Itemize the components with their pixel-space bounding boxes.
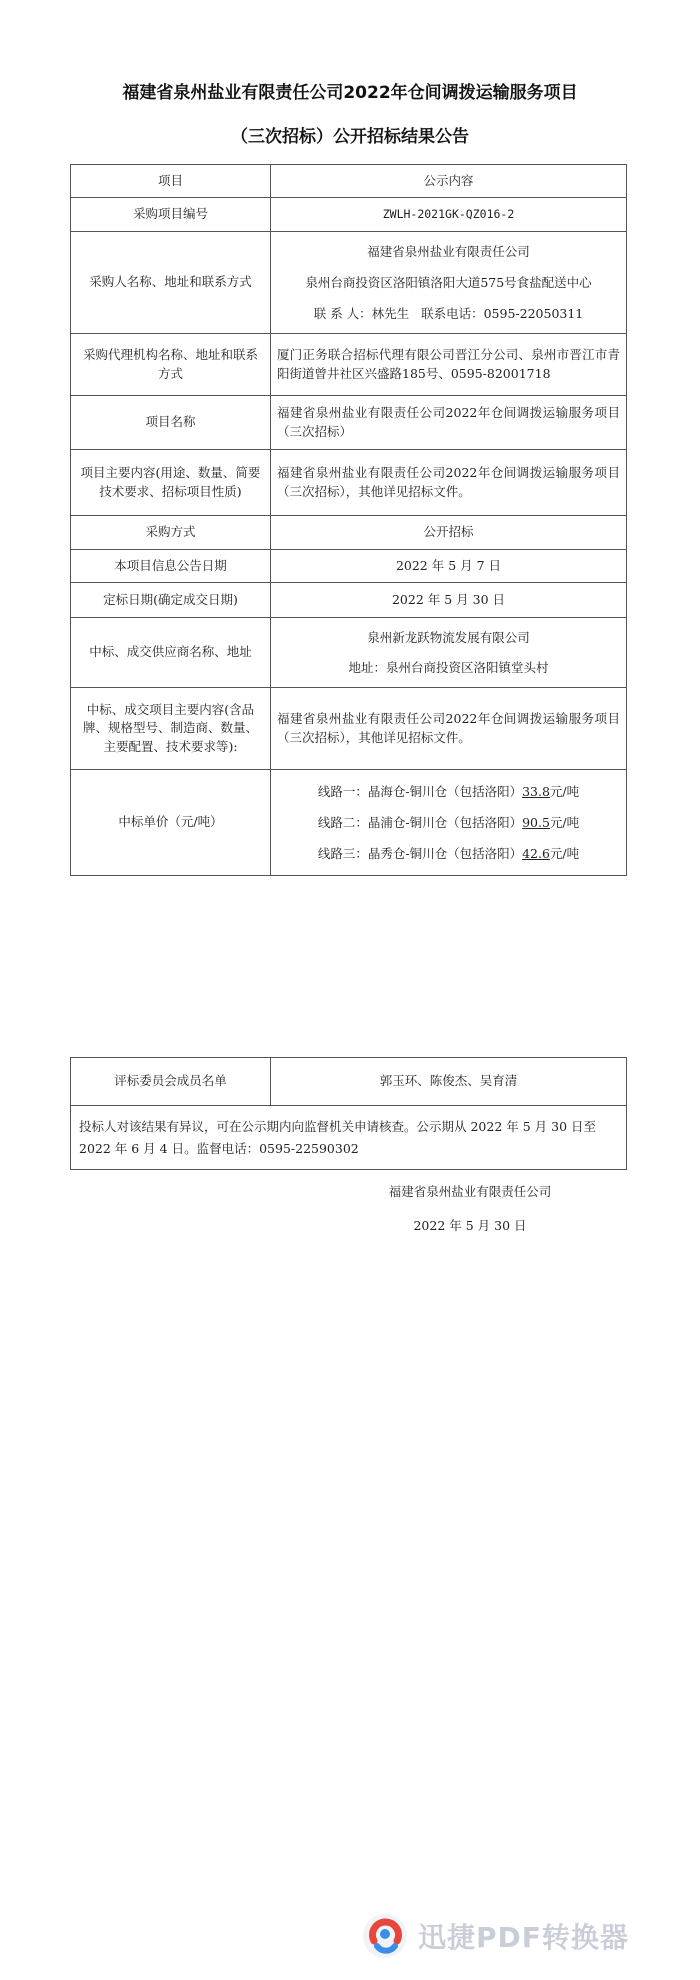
table-row-project-code bbox=[71, 198, 627, 232]
table-row-supplier bbox=[71, 618, 627, 688]
price-value: 90.5 bbox=[522, 814, 550, 830]
purchaser-contact: 联 系 人：林先生 联系电话：0595-22050311 bbox=[313, 306, 584, 322]
project-code-value: ZWLH-2021GK-QZ016-2 bbox=[271, 198, 627, 232]
table-row-award-content bbox=[71, 688, 627, 770]
row-label: 项目名称 bbox=[71, 396, 271, 450]
main-content-value: 福建省泉州盐业有限责任公司2022年仓间调拨运输服务项目（三次招标），其他详见招标文件。 bbox=[271, 450, 627, 516]
signature-date: 2022 年 5 月 30 日 bbox=[413, 1218, 527, 1233]
table-header-row bbox=[71, 165, 627, 198]
price-line-2: 线路二：晶浦仓-铜川仓（包括洛阳）90.5元/吨 bbox=[317, 814, 580, 830]
table-row-main-content bbox=[71, 450, 627, 516]
row-label: 采购人名称、地址和联系方式 bbox=[71, 232, 271, 334]
agency-value: 厦门正务联合招标代理有限公司晋江分公司、泉州市晋江市青阳街道曾井社区兴盛路185号、0595-82001718 bbox=[271, 334, 627, 396]
document-title-line-1: 福建省泉州盐业有限责任公司2022年仓间调拨运输服务项目 bbox=[122, 83, 578, 103]
project-name-value: 福建省泉州盐业有限责任公司2022年仓间调拨运输服务项目（三次招标） bbox=[271, 396, 627, 450]
price-value: 33.8 bbox=[522, 783, 550, 799]
table-row-method bbox=[71, 516, 627, 550]
award-content-value: 福建省泉州盐业有限责任公司2022年仓间调拨运输服务项目（三次招标），其他详见招标文件。 bbox=[271, 688, 627, 770]
notice-date-value: 2022 年 5 月 7 日 bbox=[271, 550, 627, 583]
supplier-cell bbox=[271, 618, 627, 688]
row-label: 中标、成交项目主要内容(含品牌、规格型号、制造商、数量、主要配置、技术要求等): bbox=[71, 688, 271, 770]
header-content: 公示内容 bbox=[271, 165, 627, 198]
row-label: 中标单价（元/吨） bbox=[71, 770, 271, 876]
row-label: 采购项目编号 bbox=[71, 198, 271, 232]
table-row-purchaser bbox=[71, 232, 627, 334]
row-label: 评标委员会成员名单 bbox=[71, 1058, 271, 1106]
table-row-agency bbox=[71, 334, 627, 396]
price-value: 42.6 bbox=[522, 846, 550, 862]
award-date-value: 2022 年 5 月 30 日 bbox=[271, 583, 627, 618]
table-row-objection bbox=[71, 1106, 627, 1170]
purchaser-cell bbox=[271, 232, 627, 334]
pdf-converter-logo-icon bbox=[360, 1911, 410, 1961]
watermark-text: 迅捷PDF转换器 bbox=[418, 1921, 629, 1954]
purchaser-name: 福建省泉州盐业有限责任公司 bbox=[367, 243, 530, 259]
row-label: 项目主要内容(用途、数量、简要技术要求、招标项目性质) bbox=[71, 450, 271, 516]
row-label: 本项目信息公告日期 bbox=[71, 550, 271, 583]
supplier-name: 泉州新龙跃物流发展有限公司 bbox=[367, 629, 530, 645]
committee-value: 郭玉环、陈俊杰、吴育清 bbox=[271, 1058, 627, 1106]
document-title-line-2: （三次招标）公开招标结果公告 bbox=[231, 127, 469, 147]
watermark bbox=[360, 1906, 690, 1966]
table-row-project-name bbox=[71, 396, 627, 450]
row-label: 中标、成交供应商名称、地址 bbox=[71, 618, 271, 688]
table-row-unit-price bbox=[71, 770, 627, 876]
header-item: 项目 bbox=[71, 165, 271, 198]
table-row-committee bbox=[71, 1058, 627, 1106]
supplier-address: 地址：泉州台商投资区洛阳镇堂头村 bbox=[348, 659, 549, 675]
price-line-3: 线路三：晶秀仓-铜川仓（包括洛阳）42.6元/吨 bbox=[317, 846, 580, 862]
result-table bbox=[70, 164, 627, 876]
method-value: 公开招标 bbox=[271, 516, 627, 550]
committee-table bbox=[70, 1057, 627, 1170]
table-row-notice-date bbox=[71, 550, 627, 583]
table-row-award-date bbox=[71, 583, 627, 618]
unit-price-cell bbox=[271, 770, 627, 876]
objection-text: 投标人对该结果有异议，可在公示期内向监督机关申请核查。公示期从 2022 年 5 月 30 日至 2022 年 6 月 4 日。监督电话：0595-22590302 bbox=[71, 1106, 627, 1170]
row-label: 采购方式 bbox=[71, 516, 271, 550]
row-label: 采购代理机构名称、地址和联系方式 bbox=[71, 334, 271, 396]
signature-organization: 福建省泉州盐业有限责任公司 bbox=[388, 1184, 552, 1199]
price-line-1: 线路一：晶海仓-铜川仓（包括洛阳）33.8元/吨 bbox=[317, 783, 580, 799]
row-label: 定标日期(确定成交日期) bbox=[71, 583, 271, 618]
purchaser-address: 泉州台商投资区洛阳镇洛阳大道575号食盐配送中心 bbox=[305, 274, 592, 290]
